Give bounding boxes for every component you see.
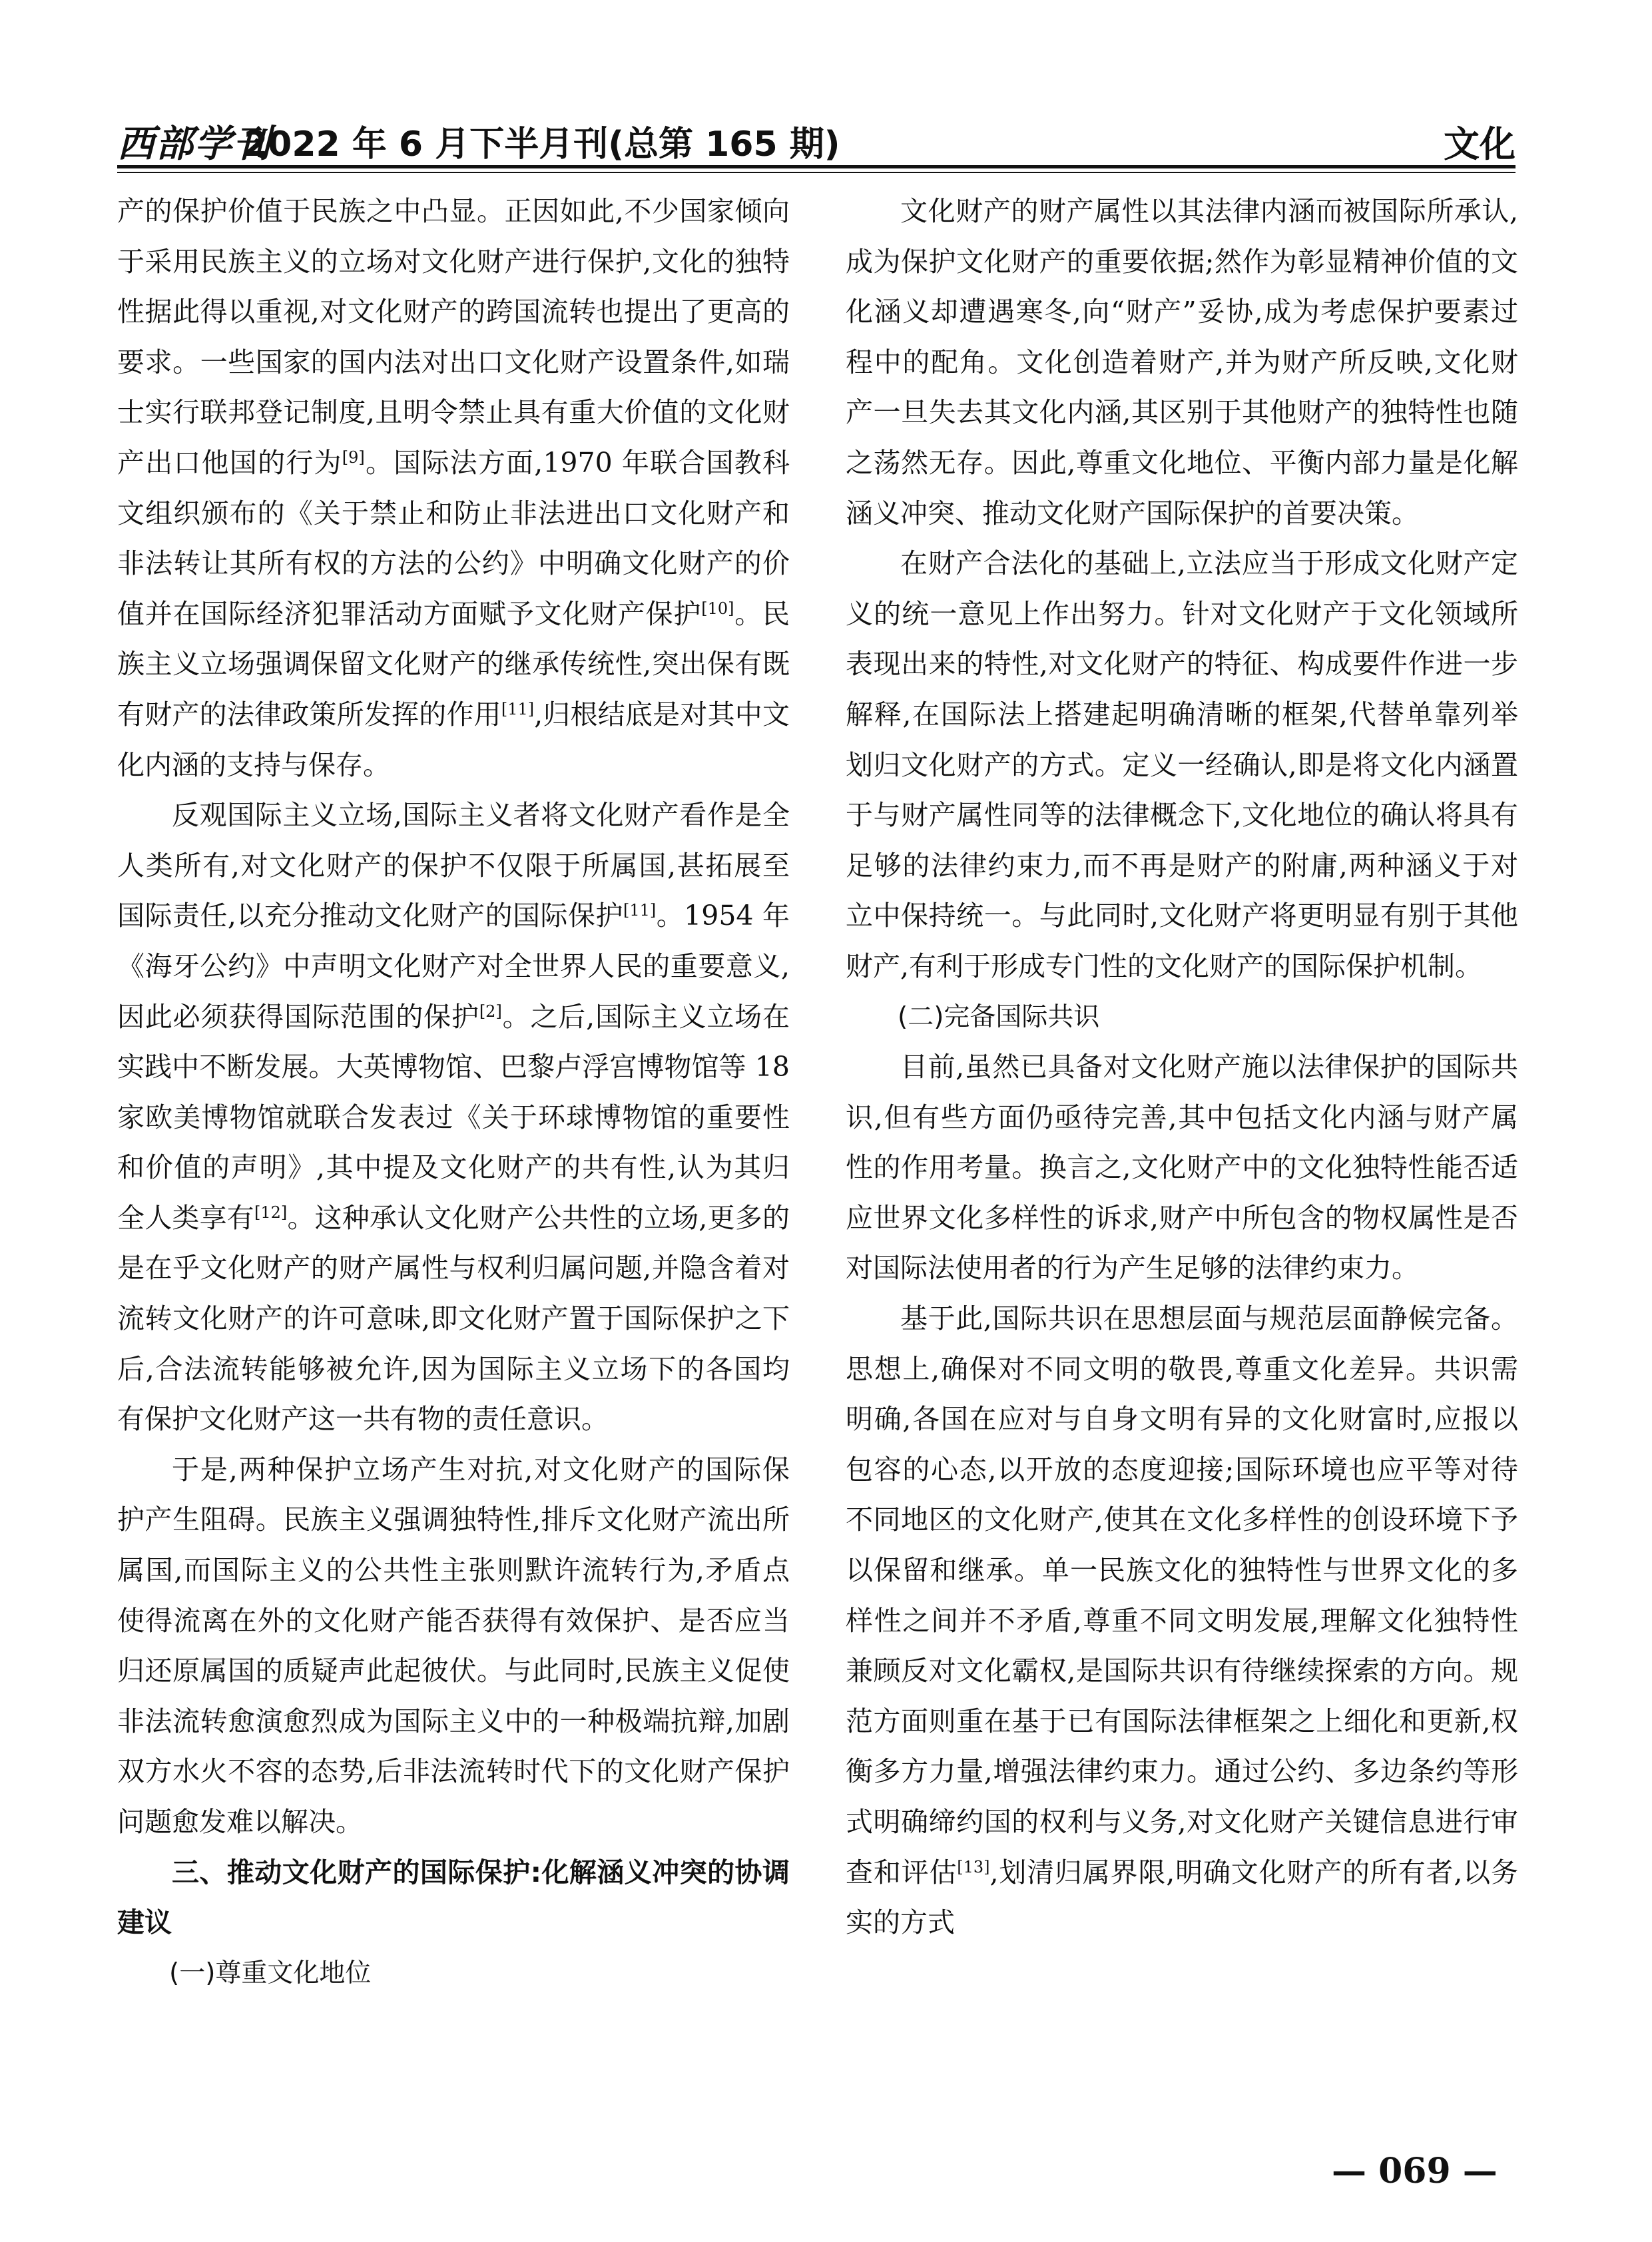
citation: [13] bbox=[957, 1857, 990, 1876]
paragraph: 基于此,国际共识在思想层面与规范层面静候完备。思想上,确保对不同文明的敬畏,尊重文化差异。共识需明确,各国在应对与自身文明有异的文化财富时,应报以包容的心态,以开放的态度迎接;国际环境也应平等对待不同地区的文化财产,使其在文化多样性的创设环境下予以保留和继承。单一民族文化的独特性与世界文化的多样性之间并不矛盾,尊重不同文明发展,理解文化独特性兼顾反对文化霸权,是国际共识有待继续探索的方向。规范方面则重在基于已有国际法律框架之上细化和更新,权衡多方力量,增强法律约束力。通过公约、多边条约等形式明确缔约国的权利与义务,对文化财产关键信息进行审查和评估[13],划清归属界限,明确文化财产的所有者,以务实的方式 bbox=[846, 1302, 1518, 1939]
paragraph: 于是,两种保护立场产生对抗,对文化财产的国际保护产生阻碍。民族主义强调独特性,排斥文化财产流出所属国,而国际主义的公共性主张则默许流转行为,矛盾点使得流离在外的文化财产能否获得有效保护、是否应当归还原属国的质疑声此起彼伏。与此同时,民族主义促使非法流转愈演愈烈成为国际主义中的一种极端抗辩,加剧双方水火不容的态势,后非法流转时代下的文化财产保护问题愈发难以解决。 bbox=[117, 1453, 790, 1838]
journal-logo: 西部学刊 bbox=[117, 122, 272, 166]
citation: [10] bbox=[701, 599, 734, 618]
citation: [11] bbox=[501, 699, 535, 718]
header-rule-thin bbox=[117, 172, 1515, 173]
section-name: 文化 bbox=[1444, 123, 1515, 165]
citation: [9] bbox=[342, 447, 365, 467]
right-column bbox=[846, 186, 1518, 1948]
subsection-heading: (二)完备国际共识 bbox=[898, 1001, 1100, 1032]
citation: [2] bbox=[479, 1001, 502, 1021]
header-rule bbox=[117, 165, 1515, 168]
paragraph: 反观国际主义立场,国际主义者将文化财产看作是全人类所有,对文化财产的保护不仅限于所属国,甚拓展至国际责任,以充分推动文化财产的国际保护[11]。1954 年《海牙公约》中声明文化财产对全世界人民的重要意义,因此必须获得国际范围的保护[2]。之后,国际主义立场在实践中不断发展。大英博物馆、巴黎卢浮宫博物馆等 18 家欧美博物馆就联合发表过《关于环球博物馆的重要性和价值的声明》,其中提及文化财产的共有性,认为其归全人类享有[12]。这种承认文化财产公共性的立场,更多的是在乎文化财产的财产属性与权利归属问题,并隐含着对流转文化财产的许可意味,即文化财产置于国际保护之下后,合法流转能够被允许,因为国际主义立场下的各国均有保护文化财产这一共有物的责任意识。 bbox=[117, 799, 790, 1436]
section-heading: 三、推动文化财产的国际保护:化解涵义冲突的协调建议 bbox=[117, 1856, 790, 1939]
left-column bbox=[117, 186, 790, 1998]
citation: [11] bbox=[623, 901, 657, 920]
page-number: — 069 — bbox=[1332, 2151, 1498, 2191]
citation: [12] bbox=[254, 1203, 288, 1222]
subsection-heading: (一)尊重文化地位 bbox=[169, 1958, 372, 1988]
paragraph: 目前,虽然已具备对文化财产施以法律保护的国际共识,但有些方面仍亟待完善,其中包括文化内涵与财产属性的作用考量。换言之,文化财产中的文化独特性能否适应世界文化多样性的诉求,财产中所包含的物权属性是否对国际法使用者的行为产生足够的法律约束力。 bbox=[846, 1051, 1518, 1284]
issue-info: 2022 年 6 月下半月刊(总第 165 期) bbox=[244, 125, 840, 164]
paragraph: 在财产合法化的基础上,立法应当于形成文化财产定义的统一意见上作出努力。针对文化财产于文化领域所表现出来的特性,对文化财产的特征、构成要件作进一步解释,在国际法上搭建起明确清晰的框架,代替单靠列举划归文化财产的方式。定义一经确认,即是将文化内涵置于与财产属性同等的法律概念下,文化地位的确认将具有足够的法律约束力,而不再是财产的附庸,两种涵义于对立中保持统一。与此同时,文化财产将更明显有别于其他财产,有利于形成专门性的文化财产的国际保护机制。 bbox=[846, 547, 1518, 982]
running-header bbox=[117, 107, 1515, 166]
paragraph: 文化财产的财产属性以其法律内涵而被国际所承认,成为保护文化财产的重要依据;然作为彰显精神价值的文化涵义却遭遇寒冬,向“财产”妥协,成为考虑保护要素过程中的配角。文化创造着财产,并为财产所反映,文化财产一旦失去其文化内涵,其区别于其他财产的独特性也随之荡然无存。因此,尊重文化地位、平衡内部力量是化解涵义冲突、推动文化财产国际保护的首要决策。 bbox=[846, 195, 1518, 529]
paragraph: 产的保护价值于民族之中凸显。正因如此,不少国家倾向于采用民族主义的立场对文化财产进行保护,文化的独特性据此得以重视,对文化财产的跨国流转也提出了更高的要求。一些国家的国内法对出口文化财产设置条件,如瑞士实行联邦登记制度,且明令禁止具有重大价值的文化财产出口他国的行为[9]。国际法方面,1970 年联合国教科文组织颁布的《关于禁止和防止非法进出口文化财产和非法转让其所有权的方法的公约》中明确文化财产的价值并在国际经济犯罪活动方面赋予文化财产保护[10]。民族主义立场强调保留文化财产的继承传统性,突出保有既有财产的法律政策所发挥的作用[11],归根结底是对其中文化内涵的支持与保存。 bbox=[117, 195, 790, 781]
